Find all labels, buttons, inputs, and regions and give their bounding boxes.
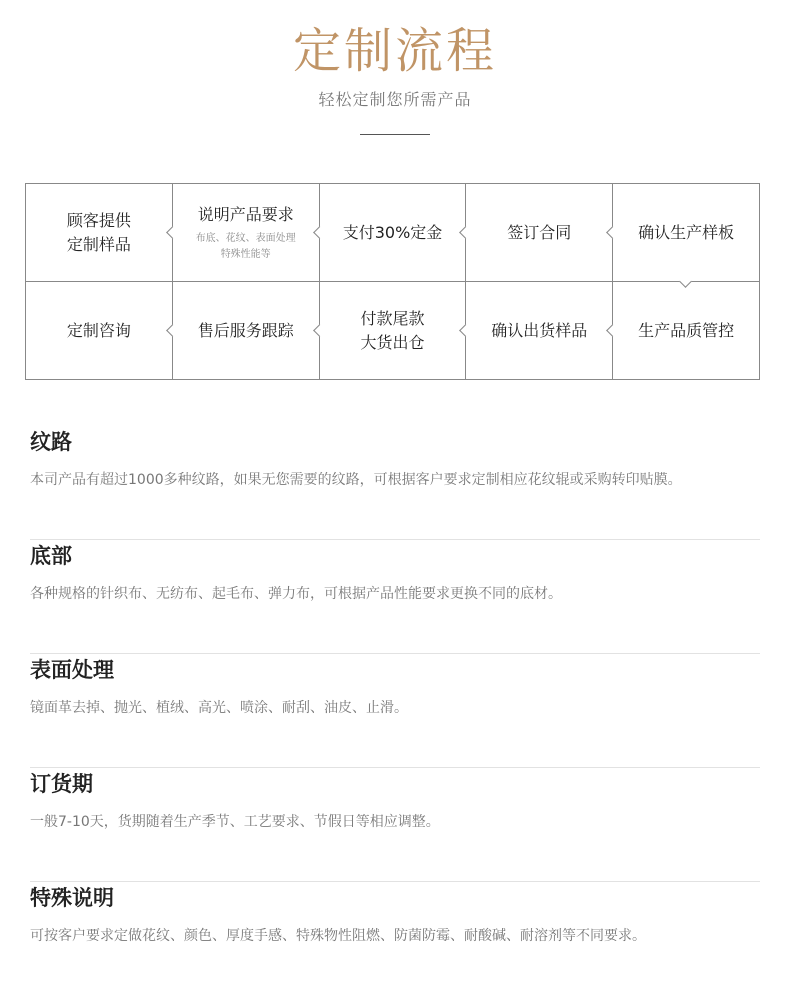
section-text: 可按客户要求定做花纹、颜色、厚度手感、特殊物性阻燃、防菌防霉、耐酸碱、耐溶剂等不同要求。 [30, 928, 646, 944]
process-step-quality-control [613, 282, 760, 380]
process-step-pay-deposit [320, 184, 467, 282]
process-flow-grid [25, 183, 760, 380]
section-title: 订货期 [30, 772, 93, 796]
section-texture [30, 426, 760, 540]
detail-sections [30, 426, 760, 996]
process-step-label: 售后服务跟踪 [197, 320, 294, 340]
process-step-confirm-production-sample [613, 184, 760, 282]
process-step-label: 确认生产样板 [638, 222, 735, 242]
section-text: 一般7-10天，货期随着生产季节、工艺要求、节假日等相应调整。 [30, 814, 440, 830]
section-special-notes [30, 882, 760, 996]
process-step-note: 布底、花纹、表面处理 特殊性能等 [195, 232, 296, 260]
process-step-label: 说明产品要求 [197, 204, 294, 224]
process-step-confirm-shipment-sample [466, 282, 613, 380]
process-step-consultation [26, 282, 173, 380]
section-title: 特殊说明 [30, 886, 114, 910]
page-subtitle: 轻松定制您所需产品 [318, 90, 472, 109]
process-row-2 [26, 282, 760, 380]
process-row-1 [26, 184, 760, 282]
process-step-label: 生产品质管控 [638, 320, 735, 340]
section-lead-time [30, 768, 760, 882]
process-step-provide-sample [26, 184, 173, 282]
process-step-label: 顾客提供 定制样品 [66, 210, 131, 254]
section-base [30, 540, 760, 654]
section-title: 底部 [30, 544, 72, 568]
process-step-label: 支付30%定金 [342, 222, 443, 242]
section-title: 纹路 [30, 430, 72, 454]
process-step-after-sales [173, 282, 320, 380]
process-step-label: 定制咨询 [66, 320, 131, 340]
section-title: 表面处理 [30, 658, 114, 682]
process-step-final-payment [320, 282, 467, 380]
title-divider [360, 134, 430, 135]
process-step-label: 签订合同 [507, 222, 572, 242]
section-text: 各种规格的针织布、无纺布、起毛布、弹力布，可根据产品性能要求更换不同的底材。 [30, 586, 562, 602]
page-title: 定制流程 [292, 23, 497, 79]
process-step-label: 确认出货样品 [491, 320, 588, 340]
section-text: 本司产品有超过1000多种纹路，如果无您需要的纹路，可根据客户要求定制相应花纹辊或采购转印贴膜。 [30, 472, 682, 488]
process-step-explain-requirements [173, 184, 320, 282]
section-text: 镜面革去掉、抛光、植绒、高光、喷涂、耐刮、油皮、止滑。 [30, 700, 408, 716]
section-surface-treatment [30, 654, 760, 768]
process-step-label: 付款尾款 大货出仓 [360, 308, 425, 352]
process-step-sign-contract [466, 184, 613, 282]
